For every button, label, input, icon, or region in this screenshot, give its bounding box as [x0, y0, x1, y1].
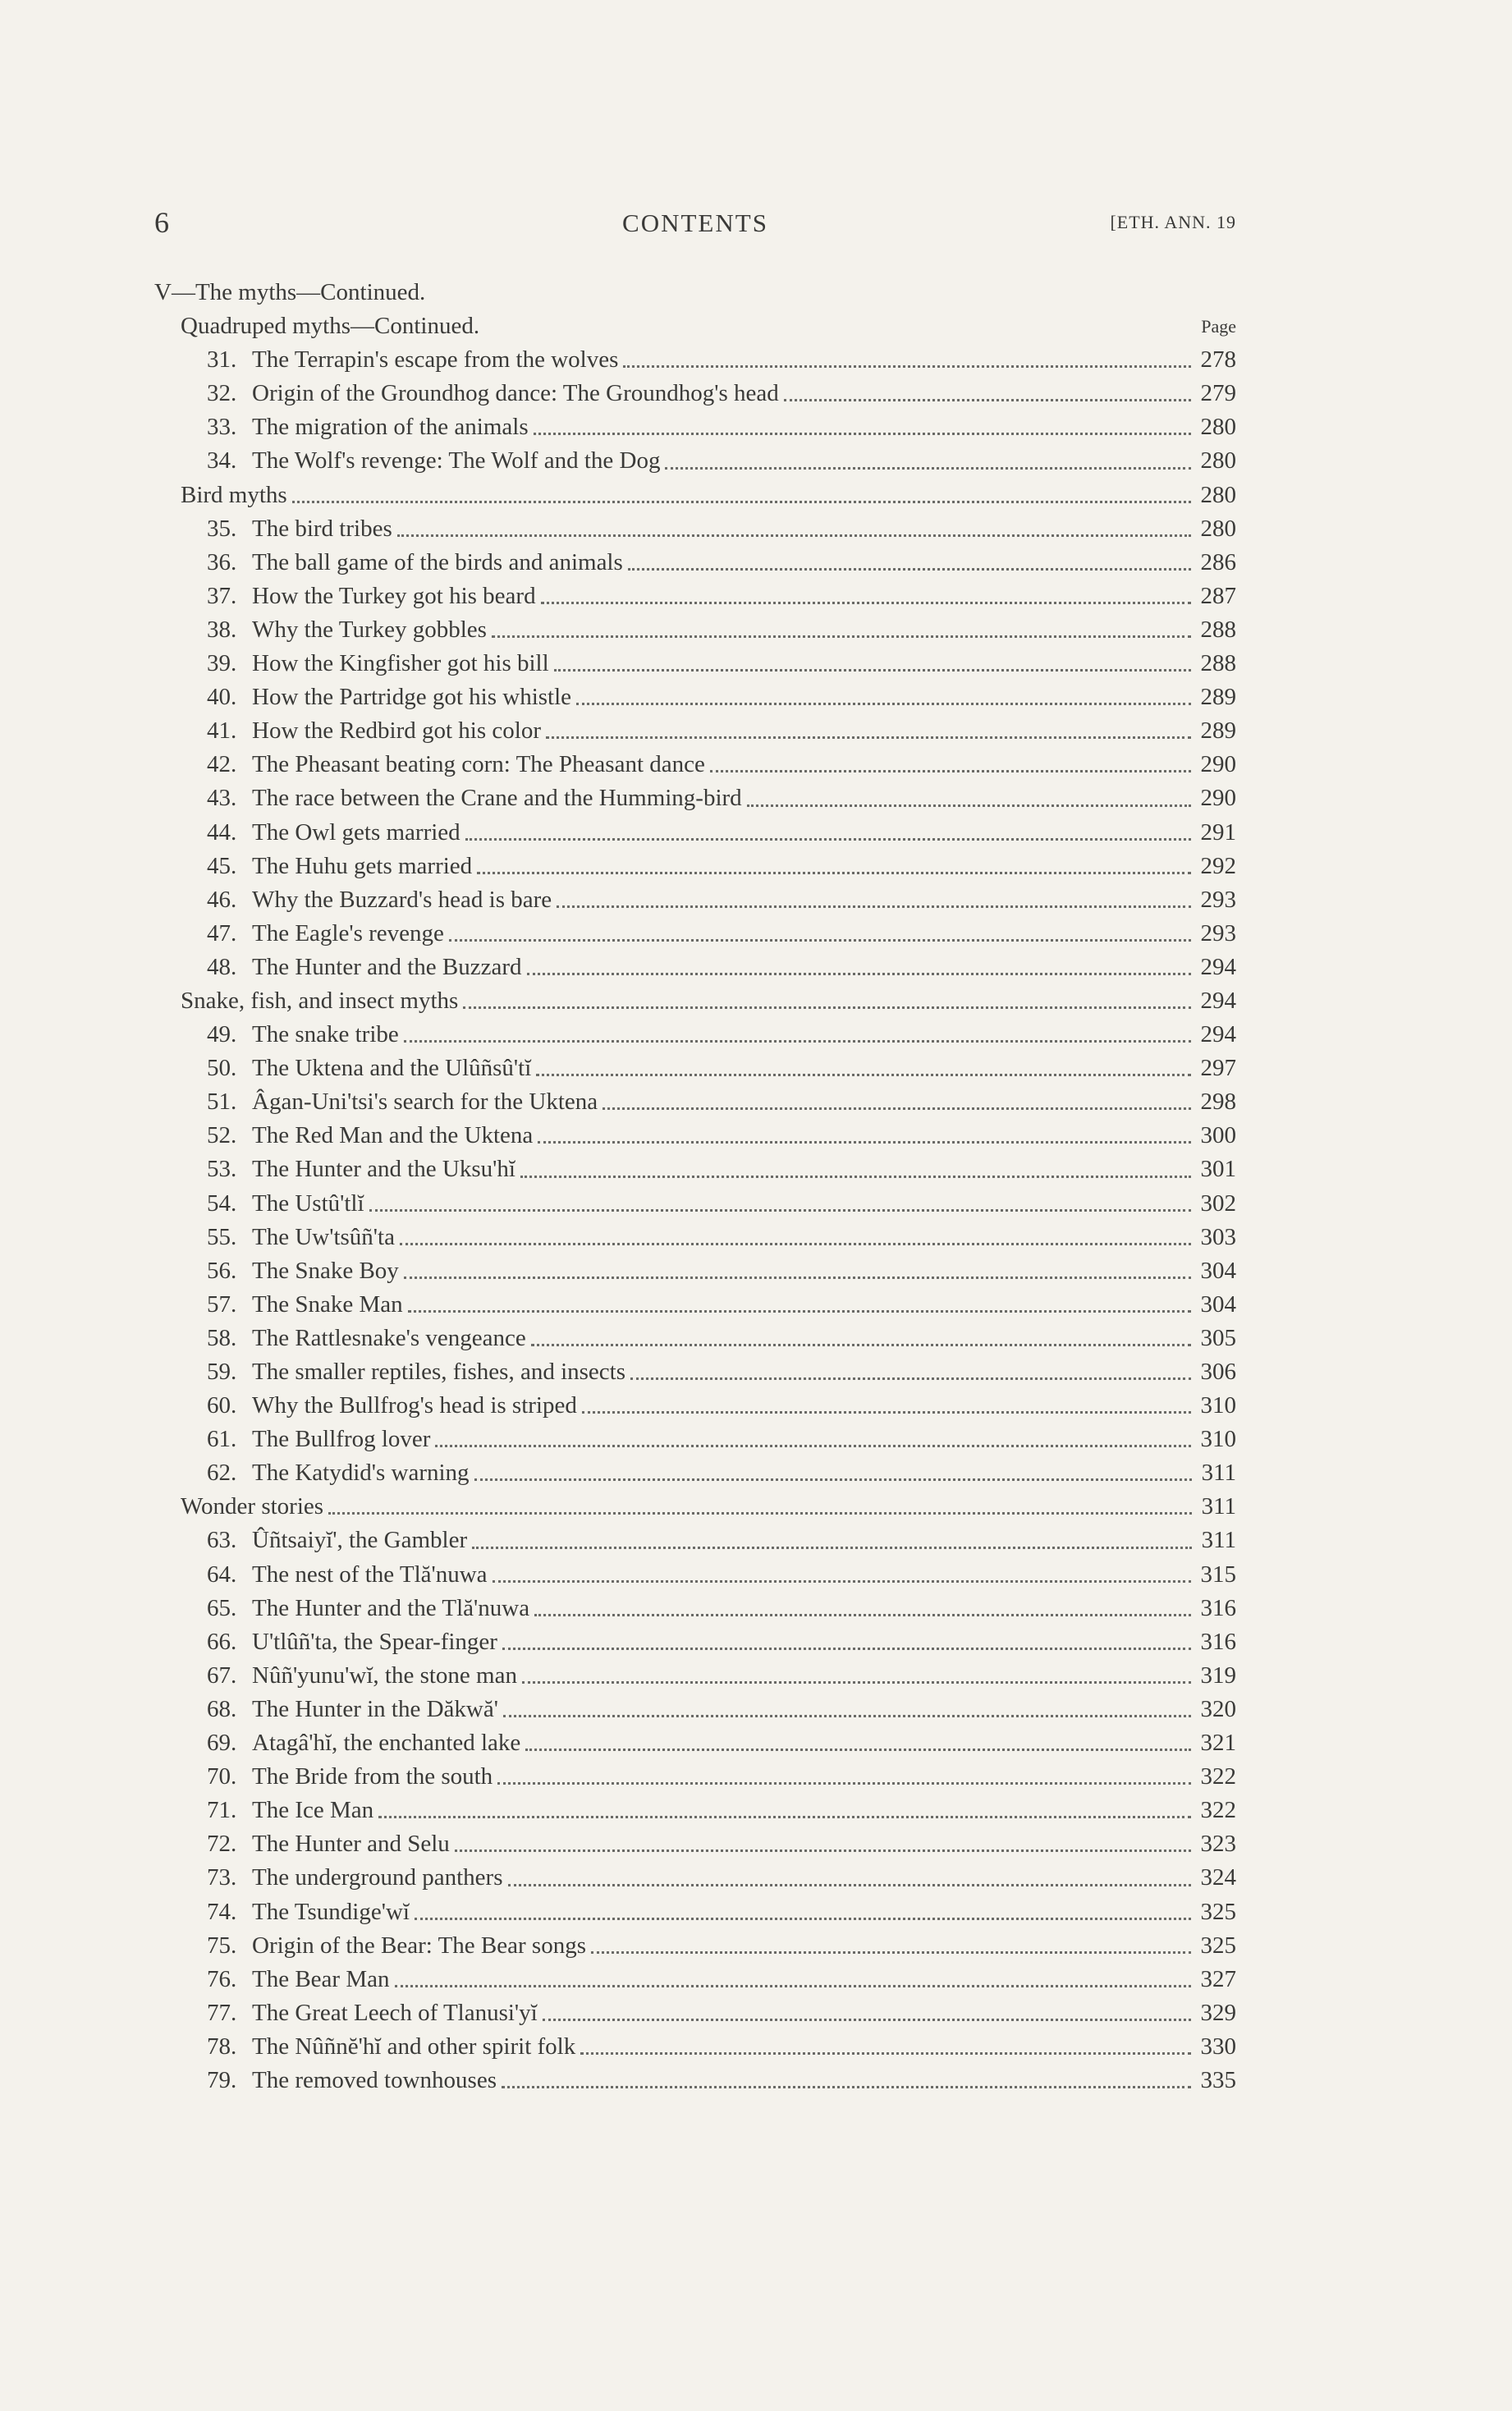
- entry-title: The Pheasant beating corn: The Pheasant dance: [252, 751, 705, 778]
- toc-entry-row: [154, 714, 1236, 748]
- page-number-ref: 323: [1200, 1831, 1236, 1858]
- page-number-ref: 280: [1200, 414, 1236, 441]
- dot-leader: [527, 973, 1191, 975]
- toc-entry-row: [154, 410, 1236, 444]
- entry-title: The snake tribe: [252, 1021, 399, 1048]
- page-number-ref: 306: [1200, 1359, 1236, 1385]
- page-number-ref: 288: [1200, 616, 1236, 643]
- entry-number: 65.: [207, 1594, 237, 1621]
- toc-entry-row: [154, 2064, 1236, 2097]
- entry-title: The Rattlesnake's vengeance: [252, 1324, 526, 1351]
- page-number-ref: 316: [1200, 1628, 1236, 1655]
- entry-number: 39.: [207, 650, 237, 677]
- dot-leader: [435, 1445, 1190, 1447]
- toc-entry-row: [154, 613, 1236, 647]
- dot-leader: [557, 905, 1190, 908]
- page-number-ref: 293: [1200, 919, 1236, 947]
- toc-entry-row: [154, 1153, 1236, 1186]
- entry-title: The Wolf's revenge: The Wolf and the Dog: [252, 447, 661, 474]
- entry-title: The Hunter and the Tlă'nuwa: [252, 1594, 530, 1621]
- page-number-ref: 289: [1200, 717, 1236, 745]
- page-number-ref: 289: [1200, 684, 1236, 711]
- toc-entry-row: [154, 1085, 1236, 1119]
- dot-leader: [508, 1884, 1191, 1886]
- entry-number: 47.: [207, 919, 237, 947]
- entry-number: 34.: [207, 447, 237, 474]
- dot-leader: [541, 602, 1191, 604]
- toc-entry-row: [154, 1963, 1236, 1996]
- page-number-ref: 325: [1200, 1898, 1236, 1925]
- entry-title: The Snake Boy: [252, 1257, 399, 1284]
- page-number-ref: 280: [1200, 515, 1236, 542]
- entry-title: Why the Turkey gobbles: [252, 616, 487, 643]
- dot-leader: [449, 939, 1191, 942]
- entry-number: 58.: [207, 1324, 237, 1351]
- page-number-ref: 293: [1200, 886, 1236, 913]
- toc-entry-row: [154, 2030, 1236, 2064]
- entry-number: 56.: [207, 1257, 237, 1284]
- dot-leader: [502, 1648, 1191, 1650]
- toc-entry-row: [154, 1389, 1236, 1423]
- toc-section-row: [154, 984, 1236, 1018]
- entry-number: 66.: [207, 1628, 237, 1655]
- dot-leader: [531, 1344, 1191, 1346]
- toc-entry-row: [154, 1996, 1236, 2030]
- entry-title: The migration of the animals: [252, 414, 529, 441]
- page-number-ref: 290: [1200, 785, 1236, 812]
- entry-number: 57.: [207, 1290, 237, 1318]
- dot-leader: [522, 1681, 1191, 1684]
- entry-title: The Bullfrog lover: [252, 1426, 431, 1453]
- toc-entry-row: [154, 850, 1236, 883]
- entry-title: The Great Leech of Tlanusi'yĭ: [252, 1999, 538, 2026]
- entry-number: 37.: [207, 582, 237, 609]
- dot-leader: [503, 1715, 1191, 1717]
- page-number-ref: 322: [1200, 1797, 1236, 1824]
- toc-section-row: [154, 479, 1236, 512]
- page-title: CONTENTS: [622, 209, 768, 237]
- entry-number: 31.: [207, 346, 237, 374]
- part-heading-label: V—The myths—Continued.: [154, 279, 426, 305]
- entry-number: 48.: [207, 953, 237, 980]
- page-number-ref: 311: [1201, 1460, 1236, 1487]
- entry-title: The Hunter and Selu: [252, 1831, 450, 1858]
- section-title: Snake, fish, and insect myths: [181, 987, 459, 1014]
- dot-leader: [408, 1310, 1191, 1313]
- dot-leader: [400, 1243, 1191, 1245]
- toc-entry-row: [154, 1254, 1236, 1288]
- entry-title: The Bride from the south: [252, 1763, 493, 1790]
- entry-title: How the Turkey got his beard: [252, 582, 536, 609]
- entry-title: The Ice Man: [252, 1797, 374, 1824]
- toc-entry-row: [154, 1018, 1236, 1052]
- page-number-ref: 304: [1200, 1257, 1236, 1284]
- entry-title: Origin of the Bear: The Bear songs: [252, 1932, 586, 1959]
- entry-number: 59.: [207, 1359, 237, 1385]
- dot-leader: [630, 1377, 1190, 1380]
- dot-leader: [497, 1782, 1190, 1785]
- page-number-ref: 301: [1200, 1156, 1236, 1183]
- entry-title: How the Partridge got his whistle: [252, 684, 572, 711]
- section-title: Bird myths: [181, 481, 287, 508]
- entry-title: The Hunter in the Dăkwă': [252, 1695, 498, 1722]
- dot-leader: [603, 1107, 1190, 1110]
- toc-entry-row: [154, 1524, 1236, 1557]
- toc-entry-row: [154, 512, 1236, 546]
- dot-leader: [536, 1074, 1190, 1076]
- page-number-ref: 310: [1200, 1392, 1236, 1419]
- entry-number: 79.: [207, 2066, 237, 2093]
- entry-number: 70.: [207, 1763, 237, 1790]
- dot-leader: [538, 1141, 1190, 1144]
- dot-leader: [395, 1985, 1191, 1987]
- toc-entry-row: [154, 1558, 1236, 1592]
- entry-title: Why the Bullfrog's head is striped: [252, 1392, 577, 1419]
- entry-number: 55.: [207, 1223, 237, 1250]
- table-of-contents: [154, 276, 1236, 2097]
- entry-number: 42.: [207, 751, 237, 778]
- page-number-ref: 311: [1201, 1493, 1236, 1520]
- entry-title: The Huhu gets married: [252, 852, 473, 879]
- entry-number: 36.: [207, 548, 237, 575]
- toc-entry-row: [154, 1052, 1236, 1085]
- toc-entry-row: [154, 1794, 1236, 1827]
- toc-entry-row: [154, 681, 1236, 714]
- dot-leader: [465, 838, 1191, 841]
- page-number-ref: 320: [1200, 1695, 1236, 1722]
- dot-leader: [665, 467, 1190, 470]
- entry-number: 32.: [207, 380, 237, 407]
- entry-title: The Uktena and the Ulûñsû'tĭ: [252, 1055, 532, 1082]
- entry-title: The Snake Man: [252, 1290, 403, 1318]
- entry-title: The Tsundige'wĭ: [252, 1898, 410, 1925]
- toc-entry-row: [154, 444, 1236, 478]
- page-number-ref: 325: [1200, 1932, 1236, 1959]
- entry-title: Why the Buzzard's head is bare: [252, 886, 552, 913]
- page-number-ref: 287: [1200, 582, 1236, 609]
- dot-leader: [534, 1614, 1190, 1616]
- page-number-ref: 286: [1200, 548, 1236, 575]
- toc-entry-row: [154, 377, 1236, 410]
- page-number-ref: 327: [1200, 1965, 1236, 1992]
- dot-leader: [292, 501, 1191, 503]
- toc-entry-row: [154, 1895, 1236, 1929]
- toc-entry-row: [154, 1861, 1236, 1895]
- page-number-ref: 294: [1200, 1021, 1236, 1048]
- toc-entry-row: [154, 1456, 1236, 1490]
- entry-number: 74.: [207, 1898, 237, 1925]
- dot-leader: [554, 669, 1191, 672]
- dot-leader: [404, 1040, 1191, 1043]
- toc-entry-row: [154, 546, 1236, 580]
- section-heading-label: Quadruped myths—Continued.: [181, 313, 480, 340]
- entry-title: The race between the Crane and the Humming-bird: [252, 785, 742, 812]
- dot-leader: [463, 1006, 1190, 1009]
- entry-title: The ball game of the birds and animals: [252, 548, 623, 575]
- entry-title: The removed townhouses: [252, 2066, 497, 2093]
- toc-entry-row: [154, 917, 1236, 951]
- toc-entry-row: [154, 1693, 1236, 1726]
- toc-entry-row: [154, 951, 1236, 984]
- page-number-ref: 303: [1200, 1223, 1236, 1250]
- toc-entry-row: [154, 580, 1236, 613]
- page-number-ref: 297: [1200, 1055, 1236, 1082]
- entry-number: 46.: [207, 886, 237, 913]
- dot-leader: [474, 1478, 1192, 1481]
- toc-entry-row: [154, 1760, 1236, 1794]
- dot-leader: [520, 1176, 1191, 1178]
- entry-number: 53.: [207, 1156, 237, 1183]
- page-number-ref: 294: [1200, 987, 1236, 1014]
- page-number-ref: 278: [1200, 346, 1236, 374]
- page-number-ref: 290: [1200, 751, 1236, 778]
- entry-title: Nûñ'yunu'wĭ, the stone man: [252, 1662, 517, 1689]
- toc-entry-row: [154, 1187, 1236, 1221]
- toc-section-row: [154, 1490, 1236, 1524]
- entry-number: 33.: [207, 414, 237, 441]
- entry-number: 60.: [207, 1392, 237, 1419]
- page-number-ref: 291: [1200, 818, 1236, 846]
- entry-title: Ûñtsaiyĭ', the Gambler: [252, 1527, 468, 1554]
- entry-number: 67.: [207, 1662, 237, 1689]
- toc-section-heading: [154, 309, 1236, 343]
- running-head-journal: [ETH. ANN. 19: [1110, 212, 1236, 232]
- page-number-ref: 294: [1200, 953, 1236, 980]
- toc-entry-row: [154, 816, 1236, 850]
- entry-title: The Nûñnĕ'hĭ and other spirit folk: [252, 2033, 576, 2060]
- page-number-ref: 298: [1200, 1089, 1236, 1116]
- dot-leader: [623, 365, 1190, 368]
- entry-title: The Bear Man: [252, 1965, 390, 1992]
- entry-number: 68.: [207, 1695, 237, 1722]
- page-number-ref: 279: [1200, 380, 1236, 407]
- page-number-ref: 335: [1200, 2066, 1236, 2093]
- toc-entry-row: [154, 343, 1236, 377]
- toc-entry-row: [154, 1659, 1236, 1693]
- entry-number: 43.: [207, 785, 237, 812]
- entry-number: 49.: [207, 1021, 237, 1048]
- dot-leader: [582, 1411, 1191, 1414]
- page-number-ref: 321: [1200, 1730, 1236, 1757]
- entry-number: 76.: [207, 1965, 237, 1992]
- toc-entry-row: [154, 1322, 1236, 1355]
- dot-leader: [502, 2086, 1191, 2088]
- entry-title: The Eagle's revenge: [252, 919, 444, 947]
- entry-title: The Red Man and the Uktena: [252, 1122, 534, 1149]
- entry-title: The nest of the Tlă'nuwa: [252, 1561, 488, 1588]
- toc-entry-row: [154, 1726, 1236, 1760]
- page-number: 6: [154, 206, 169, 239]
- entry-number: 62.: [207, 1460, 237, 1487]
- toc-entry-row: [154, 1827, 1236, 1861]
- section-title: Wonder stories: [181, 1493, 324, 1520]
- entry-number: 35.: [207, 515, 237, 542]
- dot-leader: [534, 433, 1191, 435]
- page-number-ref: 300: [1200, 1122, 1236, 1149]
- page-number-ref: 329: [1200, 1999, 1236, 2026]
- entry-number: 64.: [207, 1561, 237, 1588]
- page-column-heading: Page: [1201, 316, 1236, 337]
- entry-title: The Katydid's warning: [252, 1460, 470, 1487]
- page-number-ref: 310: [1200, 1426, 1236, 1453]
- entry-title: Atagâ'hĭ, the enchanted lake: [252, 1730, 521, 1757]
- entry-title: The Terrapin's escape from the wolves: [252, 346, 619, 374]
- toc-entry-row: [154, 1221, 1236, 1254]
- entry-title: The Ustû'tlĭ: [252, 1189, 364, 1217]
- dot-leader: [576, 703, 1190, 705]
- entry-title: The bird tribes: [252, 515, 392, 542]
- entry-title: The Hunter and the Uksu'hĭ: [252, 1156, 515, 1183]
- dot-leader: [328, 1512, 1192, 1515]
- page-number-ref: 302: [1200, 1189, 1236, 1217]
- toc-entry-row: [154, 1288, 1236, 1322]
- dot-leader: [580, 2052, 1190, 2055]
- page-number-ref: 315: [1200, 1561, 1236, 1588]
- toc-entry-row: [154, 1929, 1236, 1963]
- page-number-ref: 280: [1200, 481, 1236, 508]
- toc-entry-row: [154, 1119, 1236, 1153]
- entry-number: 78.: [207, 2033, 237, 2060]
- entry-number: 73.: [207, 1864, 237, 1891]
- dot-leader: [784, 399, 1191, 401]
- dot-leader: [404, 1277, 1191, 1279]
- toc-entry-row: [154, 1423, 1236, 1456]
- page-number-ref: 280: [1200, 447, 1236, 474]
- entry-number: 38.: [207, 616, 237, 643]
- dot-leader: [493, 1580, 1191, 1583]
- page-number-ref: 311: [1201, 1527, 1236, 1554]
- dot-leader: [369, 1209, 1191, 1212]
- page-number-ref: 292: [1200, 852, 1236, 879]
- dot-leader: [710, 770, 1191, 772]
- dot-leader: [546, 736, 1191, 739]
- dot-leader: [415, 1918, 1191, 1920]
- page-number-ref: 305: [1200, 1324, 1236, 1351]
- dot-leader: [455, 1850, 1191, 1852]
- entry-title: The underground panthers: [252, 1864, 503, 1891]
- dot-leader: [477, 872, 1190, 874]
- entry-title: How the Redbird got his color: [252, 717, 541, 745]
- entry-number: 77.: [207, 1999, 237, 2026]
- page-number-ref: 324: [1200, 1864, 1236, 1891]
- entry-number: 41.: [207, 717, 237, 745]
- entry-number: 45.: [207, 852, 237, 879]
- page-number-ref: 316: [1200, 1594, 1236, 1621]
- entry-title: The Uw'tsûñ'ta: [252, 1223, 395, 1250]
- entry-number: 51.: [207, 1089, 237, 1116]
- entry-number: 71.: [207, 1797, 237, 1824]
- entry-number: 63.: [207, 1527, 237, 1554]
- entry-title: The smaller reptiles, fishes, and insects: [252, 1359, 626, 1385]
- entry-number: 44.: [207, 818, 237, 846]
- page-number-ref: 304: [1200, 1290, 1236, 1318]
- entry-title: The Owl gets married: [252, 818, 460, 846]
- entry-number: 61.: [207, 1426, 237, 1453]
- toc-part-heading: [154, 276, 1236, 309]
- dot-leader: [543, 2019, 1191, 2021]
- entry-number: 52.: [207, 1122, 237, 1149]
- page-number-ref: 322: [1200, 1763, 1236, 1790]
- entry-number: 69.: [207, 1730, 237, 1757]
- page-number-ref: 319: [1200, 1662, 1236, 1689]
- dot-leader: [628, 568, 1191, 571]
- toc-entry-row: [154, 883, 1236, 917]
- page-number-ref: 330: [1200, 2033, 1236, 2060]
- dot-leader: [591, 1951, 1191, 1954]
- dot-leader: [472, 1547, 1191, 1549]
- entry-title: How the Kingfisher got his bill: [252, 650, 549, 677]
- entry-title: U'tlûñ'ta, the Spear-finger: [252, 1628, 497, 1655]
- toc-entry-row: [154, 647, 1236, 681]
- toc-entry-row: [154, 1592, 1236, 1625]
- toc-entry-row: [154, 1625, 1236, 1659]
- dot-leader: [492, 635, 1191, 638]
- page-header: [154, 205, 1236, 245]
- entry-title: Âgan-Uni'tsi's search for the Uktena: [252, 1089, 598, 1116]
- toc-entry-row: [154, 782, 1236, 815]
- entry-number: 40.: [207, 684, 237, 711]
- dot-leader: [397, 534, 1191, 537]
- entry-number: 54.: [207, 1189, 237, 1217]
- entry-number: 72.: [207, 1831, 237, 1858]
- page-number-ref: 288: [1200, 650, 1236, 677]
- entry-title: Origin of the Groundhog dance: The Groundhog's head: [252, 380, 779, 407]
- toc-entry-row: [154, 1355, 1236, 1389]
- entry-number: 75.: [207, 1932, 237, 1959]
- entry-number: 50.: [207, 1055, 237, 1082]
- toc-entry-row: [154, 748, 1236, 782]
- dot-leader: [525, 1749, 1190, 1751]
- dot-leader: [747, 804, 1191, 807]
- entry-title: The Hunter and the Buzzard: [252, 953, 522, 980]
- dot-leader: [378, 1816, 1190, 1818]
